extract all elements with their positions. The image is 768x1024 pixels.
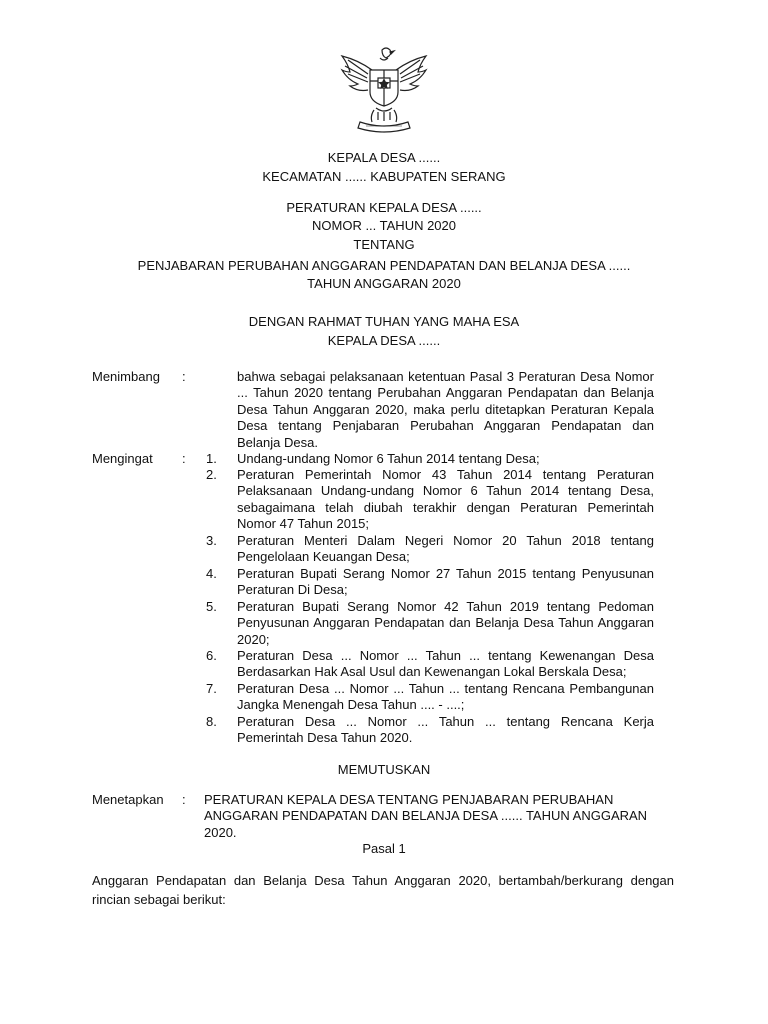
menimbang-colon: : bbox=[182, 369, 186, 384]
garuda-emblem-icon bbox=[336, 40, 432, 136]
invocation: DENGAN RAHMAT TUHAN YANG MAHA ESA bbox=[248, 314, 520, 329]
menimbang-text: bahwa sebagai pelaksanaan ketentuan Pasal 3 Peraturan Desa Nomor ... Tahun 2020 tentang Perubahan Anggaran Pendapatan dan Belanja Desa Tahun Anggaran 2020, maka perlu ditetapkan Peraturan Kepala Desa tentang Penjabaran Perubahan Anggaran Pendapatan dan Belanja Desa. bbox=[237, 369, 654, 450]
list-item: Undang-undang Nomor 6 Tahun 2014 tentang Desa; bbox=[237, 451, 540, 466]
header-village-head: KEPALA DESA ...... bbox=[327, 150, 441, 165]
mengingat-label: Mengingat bbox=[92, 451, 153, 466]
regulation-fiscal-year: TAHUN ANGGARAN 2020 bbox=[307, 276, 461, 291]
list-item-number: 2. bbox=[206, 467, 217, 482]
menetapkan-label: Menetapkan bbox=[92, 792, 164, 807]
list-item-number: 7. bbox=[206, 681, 217, 696]
article-heading: Pasal 1 bbox=[362, 841, 406, 856]
regulation-about: TENTANG bbox=[353, 237, 415, 252]
decision-heading: MEMUTUSKAN bbox=[337, 762, 431, 777]
regulation-title: PERATURAN KEPALA DESA ...... bbox=[286, 200, 482, 215]
list-item-number: 4. bbox=[206, 566, 217, 581]
regulation-subject: PENJABARAN PERUBAHAN ANGGARAN PENDAPATAN DAN BELANJA DESA ...... bbox=[137, 258, 631, 273]
list-item: Peraturan Desa ... Nomor ... Tahun ... tentang Kewenangan Desa Berdasarkan Hak Asal Usul dan Kewenangan Lokal Berskala Desa; bbox=[237, 648, 654, 680]
mengingat-colon: : bbox=[182, 451, 186, 466]
list-item: Peraturan Menteri Dalam Negeri Nomor 20 Tahun 2018 tentang Pengelolaan Keuangan Desa; bbox=[237, 533, 654, 565]
header-district: KECAMATAN ...... KABUPATEN SERANG bbox=[262, 169, 506, 184]
list-item: Peraturan Desa ... Nomor ... Tahun ... tentang Rencana Kerja Pemerintah Desa Tahun 2020. bbox=[237, 714, 654, 746]
list-item: Peraturan Bupati Serang Nomor 42 Tahun 2019 tentang Pedoman Penyusunan Anggaran Pendapatan dan Belanja Desa Tahun Anggaran 2020; bbox=[237, 599, 654, 647]
menimbang-label: Menimbang bbox=[92, 369, 160, 384]
list-item-number: 3. bbox=[206, 533, 217, 548]
list-item: Peraturan Desa ... Nomor ... Tahun ... tentang Rencana Pembangunan Jangka Menengah Desa Tahun .... - ....; bbox=[237, 681, 654, 713]
list-item: Peraturan Pemerintah Nomor 43 Tahun 2014 tentang Peraturan Pelaksanaan Undang-undang Nomor 6 Tahun 2014 tentang Desa, sebagaimana telah diubah terakhir dengan Peraturan Pemerintah Nomor 47 Tahun 2015; bbox=[237, 467, 654, 532]
menetapkan-colon: : bbox=[182, 792, 186, 807]
menetapkan-text: PERATURAN KEPALA DESA TENTANG PENJABARAN PERUBAHAN ANGGARAN PENDAPATAN DAN BELANJA DESA ...... TAHUN ANGGARAN 2020. bbox=[204, 792, 648, 840]
issuer-title: KEPALA DESA ...... bbox=[327, 333, 441, 348]
list-item: Peraturan Bupati Serang Nomor 27 Tahun 2015 tentang Penyusunan Peraturan Di Desa; bbox=[237, 566, 654, 598]
article-text: Anggaran Pendapatan dan Belanja Desa Tahun Anggaran 2020, bertambah/berkurang dengan rincian sebagai berikut: bbox=[92, 873, 674, 907]
list-item-number: 1. bbox=[206, 451, 217, 466]
list-item-number: 8. bbox=[206, 714, 217, 729]
list-item-number: 5. bbox=[206, 599, 217, 614]
list-item-number: 6. bbox=[206, 648, 217, 663]
regulation-number: NOMOR ... TAHUN 2020 bbox=[312, 218, 456, 233]
